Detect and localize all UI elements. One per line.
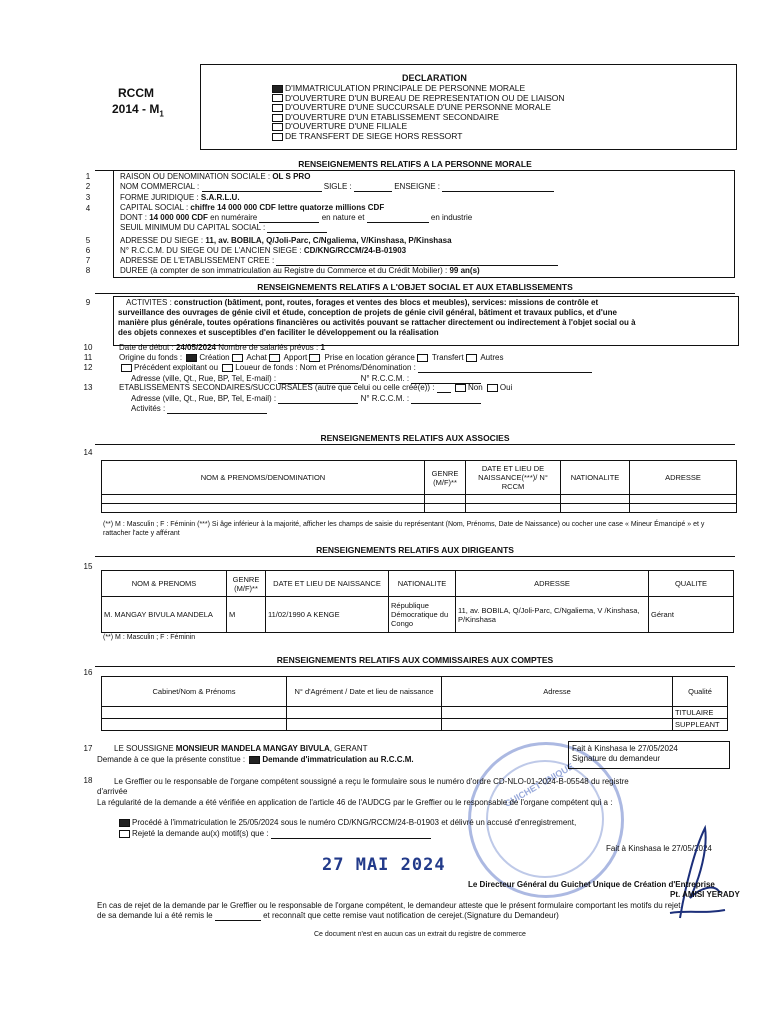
section-personne-morale-title: RENSEIGNEMENTS RELATIFS A LA PERSONNE MORALE — [95, 159, 735, 171]
demande-line — [97, 755, 414, 765]
fait-a-text: Fait à Kinshasa le 27/05/2024 — [572, 744, 678, 753]
column-header: N° d'Agrément / Date et lieu de naissance — [287, 677, 442, 707]
dirigeant-nationalite: République Démocratique du Congo — [389, 597, 456, 633]
blank-line — [167, 413, 267, 414]
section-commissaires-title: RENSEIGNEMENTS RELATIFS AUX COMMISSAIRES AUX COMPTES — [95, 655, 735, 667]
fait-a-text-2: Fait à Kinshasa le 27/05/2024 — [606, 844, 712, 853]
origine-option: Autres — [480, 353, 504, 362]
checkbox-icon[interactable] — [119, 819, 130, 827]
field-label: DONT : — [120, 213, 150, 222]
row-number: 17 — [83, 744, 93, 753]
field-label: LE SOUSSIGNE — [114, 744, 176, 753]
field-label: DUREE (à compter de son immatriculation au Registre du Commerce et du Crédit Mobilier) : — [120, 266, 450, 275]
salaries-value: 1 — [320, 343, 325, 352]
activites-value: construction (bâtiment, pont, routes, forages et ventes des blocs et meubles), services: missions de contrôle et — [174, 298, 599, 307]
checkbox-icon[interactable] — [119, 830, 130, 838]
rejet-remis-label: de sa demande lui a été remis le — [97, 911, 213, 920]
greffier-line3: La régularité de la demande a été vérifiée en application de l'article 46 de l'AUDCG par le Greffier ou le responsable de l'organe compétent qui a : — [97, 798, 613, 807]
field-label: Origine du fonds : — [119, 353, 183, 362]
dirigeant-qualite: Gérant — [649, 597, 734, 633]
checkbox-icon — [272, 133, 283, 141]
form-code — [112, 102, 164, 118]
rccm-siege-field[interactable] — [120, 246, 406, 256]
capital-social-field[interactable] — [120, 203, 384, 213]
option-label: D'IMMATRICULATION PRINCIPALE DE PERSONNE MORALE — [285, 83, 526, 93]
form-code-sub: 1 — [159, 109, 164, 119]
table-cell[interactable] — [630, 504, 737, 513]
row-number: 11 — [83, 353, 93, 362]
duree-value: 99 an(s) — [449, 266, 480, 275]
dirigeant-adresse: 11, av. BOBILA, Q/Joli-Parc, C/Ngaliema, V /Kinshasa, P/Kinshasa — [456, 597, 649, 633]
declaration-options — [270, 84, 565, 142]
column-header: NATIONALITE — [561, 461, 630, 495]
soussigne-value: MONSIEUR MANDELA MANGAY BIVULA — [175, 744, 330, 753]
activites-text — [118, 298, 734, 338]
nature-label: en nature et — [321, 213, 365, 222]
table-cell[interactable] — [102, 719, 287, 731]
column-header: NOM & PRENOMS — [102, 571, 227, 597]
directeur-name: Pt. AMISI YERADY — [670, 890, 740, 899]
checkbox-icon[interactable] — [455, 384, 466, 392]
blank-line — [367, 222, 429, 223]
column-header: NATIONALITE — [389, 571, 456, 597]
associes-table — [101, 460, 737, 513]
dirigeants-note: (**) M : Masculin ; F : Féminin — [103, 634, 196, 641]
checkbox-icon[interactable] — [232, 354, 243, 362]
field-label: Activités : — [131, 404, 166, 413]
row-number: 3 — [85, 193, 91, 202]
checkbox-icon[interactable] — [222, 364, 233, 372]
row-number: 5 — [85, 236, 91, 245]
declaration-title: DECLARATION — [402, 73, 467, 83]
activites-line-1 — [118, 298, 734, 308]
greffier-line1: Le Greffier ou le responsable de l'organe compétent soussigné a reçu le formulaire sous le numéro d'ordre CD-NLO-01-2024-B-05548 du registre — [114, 777, 629, 786]
nrccm-label: N° R.C.C.M. : — [360, 394, 410, 403]
demande-value: Demande d'immatriculation au R.C.C.M. — [262, 755, 414, 764]
blank-line — [271, 838, 431, 839]
blank-line — [354, 191, 392, 192]
field-label: SEUIL MINIMUM DU CAPITAL SOCIAL : — [120, 223, 266, 232]
column-header: Adresse — [442, 677, 673, 707]
blank-line — [411, 403, 481, 404]
table-cell[interactable] — [466, 495, 561, 504]
blank-line — [442, 191, 554, 192]
activites-line-3: manière plus générale, toutes opérations financières ou activités pouvant se rattacher directement ou indirectement à l'objet social ou à — [118, 318, 636, 327]
table-cell[interactable] — [287, 707, 442, 719]
table-cell[interactable] — [561, 495, 630, 504]
precedent-exploitant-field[interactable] — [119, 363, 592, 373]
option-label: DE TRANSFERT DE SIEGE HORS RESSORT — [285, 130, 463, 141]
row-number: 6 — [85, 246, 91, 255]
rejete-text: Rejeté la demande au(x) motif(s) que : — [132, 829, 269, 838]
field-label: Adresse (ville, Qt., Rue, BP, Tel, E-mail) : — [131, 374, 277, 383]
column-header: ADRESSE — [630, 461, 737, 495]
column-header: GENRE (M/F)** — [227, 571, 266, 597]
checkbox-icon[interactable] — [249, 756, 260, 764]
blank-line — [215, 920, 261, 921]
soussigne-line — [114, 744, 368, 754]
activites-line-4: des objets connexes et susceptibles d'en faciliter le développement ou la réalisation — [118, 328, 439, 337]
procede-line — [117, 818, 576, 828]
checkbox-icon — [272, 104, 283, 112]
seuil-field[interactable] — [120, 223, 327, 233]
checkbox-icon — [272, 114, 283, 122]
dont-value: 14 000 000 CDF — [149, 213, 208, 222]
option-label: D'OUVERTURE D'UNE SUCCURSALE D'UNE PERSONNE MORALE — [285, 102, 551, 113]
signature-scribble-icon — [660, 818, 730, 928]
rccm-label: RCCM — [118, 86, 154, 100]
forme-juridique-value: S.A.R.L.U. — [200, 193, 240, 202]
checkbox-icon[interactable] — [121, 364, 132, 372]
column-header: NOM & PRENOMS/DENOMINATION — [102, 461, 425, 495]
raison-sociale-field[interactable] — [120, 172, 310, 182]
row-number: 4 — [85, 204, 91, 213]
non-label: Non — [467, 383, 483, 392]
stamp-text: GUICHET UNIQUE — [502, 761, 576, 809]
rejet-notice-line1: En cas de rejet de la demande par le Greffier ou le responsable de l'organe compétent, le demandeur atteste que le présent formulaire comportant les motifs du rejet — [97, 901, 681, 910]
loueur-label: Loueur de fonds : Nom et Prénoms/Dénomination : — [235, 363, 416, 372]
field-label: Demande à ce que la présente constitue : — [97, 755, 248, 764]
column-header: Qualité — [673, 677, 728, 707]
etab-secondaires-field[interactable] — [119, 383, 512, 393]
gerant-label: , GERANT — [329, 744, 368, 753]
table-row[interactable] — [102, 597, 734, 633]
checkbox-icon[interactable] — [417, 354, 428, 362]
adresse-siege-value: 11, av. BOBILA, Q/Joli-Parc, C/Ngaliema, V/Kinshasa, P/Kinshasa — [205, 236, 452, 245]
field-label: RAISON OU DENOMINATION SOCIALE : — [120, 172, 273, 181]
adresse-etab-field[interactable] — [131, 394, 481, 404]
origine-option: Création — [199, 353, 230, 362]
rejete-line — [117, 829, 431, 839]
blank-line — [278, 403, 358, 404]
origine-option: Achat — [246, 353, 267, 362]
table-cell[interactable] — [102, 707, 287, 719]
origine-option: Transfert — [431, 353, 464, 362]
disclaimer: Ce document n'est en aucun cas un extrait du registre de commerce — [314, 931, 526, 938]
enseigne-label: ENSEIGNE : — [394, 182, 441, 191]
section-dirigeants-title: RENSEIGNEMENTS RELATIFS AUX DIRIGEANTS — [95, 545, 735, 557]
commissaires-table — [101, 676, 728, 731]
sigle-label: SIGLE : — [323, 182, 352, 191]
capital-social-value: chiffre 14 000 000 CDF lettre quatorze millions CDF — [190, 203, 385, 212]
checkbox-icon[interactable] — [487, 384, 498, 392]
column-header: GENRE (M/F)** — [425, 461, 466, 495]
greffier-line2: d'arrivée — [97, 787, 128, 796]
rejet-notice-line2 — [97, 911, 559, 921]
adresse-siege-field[interactable] — [120, 236, 452, 246]
table-cell[interactable] — [630, 495, 737, 504]
raison-sociale-value: OL S PRO — [272, 172, 311, 181]
dirigeants-table — [101, 570, 734, 633]
salaries-label: Nombre de salariés prévus : — [215, 343, 321, 352]
table-cell[interactable] — [466, 504, 561, 513]
blank-line — [437, 392, 451, 393]
column-header: DATE ET LIEU DE NAISSANCE — [266, 571, 389, 597]
row-number: 14 — [83, 448, 93, 457]
table-cell[interactable] — [425, 504, 466, 513]
dirigeant-nom: M. MANGAY BIVULA MANDELA — [102, 597, 227, 633]
option-label: D'OUVERTURE D'UNE FILIALE — [285, 121, 408, 132]
date-debut-value: 24/05/2024 — [175, 343, 216, 352]
date-debut-field[interactable] — [119, 343, 325, 353]
numeraire-label: en numéraire — [207, 213, 258, 222]
section-associes-title: RENSEIGNEMENTS RELATIFS AUX ASSOCIES — [95, 433, 735, 445]
duree-field[interactable] — [120, 266, 480, 276]
oui-label: Oui — [499, 383, 513, 392]
activites2-field[interactable] — [131, 404, 267, 414]
associes-note: (**) M : Masculin ; F : Féminin (***) Si âge inférieur à la majorité, afficher les champs de saisie du représentant (Nom, Prénoms, Date de Naissance) ou cocher une case « Mineur Émancipé » et y rattacher l'acte y afférant — [103, 521, 705, 537]
table-cell[interactable] — [102, 504, 425, 513]
field-label: ADRESSE DE L'ETABLISSEMENT CREE : — [120, 256, 275, 265]
row-number: 16 — [83, 668, 93, 677]
form-code-main: 2014 - M — [112, 102, 160, 116]
origine-option: Apport — [283, 353, 308, 362]
checkbox-icon[interactable] — [186, 354, 197, 362]
column-header: Cabinet/Nom & Prénoms — [102, 677, 287, 707]
forme-juridique-field[interactable] — [120, 193, 240, 203]
procede-text: Procédé à l'immatriculation le 25/05/2024 sous le numéro CD/KNG/RCCM/24-B-01903 et délivré un accusé d'enregistrement, — [132, 818, 577, 827]
suppleant-label: SUPPLEANT — [673, 719, 728, 731]
origine-fonds-field[interactable] — [119, 353, 503, 363]
section-objet-social-title: RENSEIGNEMENTS RELATIFS A L'OBJET SOCIAL ET AUX ETABLISSEMENTS — [95, 282, 735, 294]
activites-line-2: surveillance des ouvrages de génie civil et étude, conception de projets de génie civil général, bâtiment et travaux publics, et d'une — [118, 308, 617, 317]
table-cell[interactable] — [287, 719, 442, 731]
adresse-etablissement-field[interactable] — [120, 256, 558, 266]
dirigeant-naissance: 11/02/1990 A KENGE — [266, 597, 389, 633]
field-label: FORME JURIDIQUE : — [120, 193, 201, 202]
activites-label: ACTIVITES : — [126, 298, 175, 307]
row-number: 9 — [85, 298, 91, 307]
checkbox-icon — [272, 94, 283, 102]
blank-line — [267, 232, 327, 233]
blank-line — [202, 191, 322, 192]
field-label: NOM COMMERCIAL : — [120, 182, 200, 191]
row-number: 1 — [85, 172, 91, 181]
option-label: D'OUVERTURE D'UN BUREAU DE REPRESENTATION OU DE LIAISON — [285, 92, 565, 103]
titulaire-label: TITULAIRE — [673, 707, 728, 719]
column-header: DATE ET LIEU DE NAISSANCE(***)/ N° RCCM — [466, 461, 561, 495]
signature-demandeur-label: Signature du demandeur — [572, 754, 661, 763]
field-label: CAPITAL SOCIAL : — [120, 203, 191, 212]
table-cell[interactable] — [442, 719, 673, 731]
table-cell[interactable] — [561, 504, 630, 513]
field-label: Date de début : — [119, 343, 176, 352]
field-label: Adresse (ville, Qt., Rue, BP, Tel, E-mail) : — [131, 394, 277, 403]
field-label: ADRESSE DU SIEGE : — [120, 236, 206, 245]
origine-option: Prise en location gérance — [324, 353, 415, 362]
row-number: 15 — [83, 562, 93, 571]
capital-dont-field[interactable] — [120, 213, 472, 223]
column-header: ADRESSE — [456, 571, 649, 597]
nrccm-label: N° R.C.C.M. : — [360, 374, 410, 383]
checkbox-icon[interactable] — [466, 354, 477, 362]
row-number: 7 — [85, 256, 91, 265]
table-cell[interactable] — [425, 495, 466, 504]
checkbox-icon — [272, 123, 283, 131]
field-label: ETABLISSEMENTS SECONDAIRES/SUCCURSALES (autre que celui ou celle créé(e)) : — [119, 383, 435, 392]
table-cell[interactable] — [442, 707, 673, 719]
row-number: 10 — [83, 343, 93, 352]
industrie-label: en industrie — [430, 213, 473, 222]
directeur-title: Le Directeur Général du Guichet Unique de Création d'Entreprise — [468, 880, 715, 889]
row-number: 2 — [85, 182, 91, 191]
precedent-label: Précédent exploitant ou — [134, 363, 219, 372]
checkbox-icon[interactable] — [269, 354, 280, 362]
table-cell[interactable] — [102, 495, 425, 504]
row-number: 8 — [85, 266, 91, 275]
column-header: QUALITE — [649, 571, 734, 597]
checkbox-icon[interactable] — [309, 354, 320, 362]
dirigeant-genre: M — [227, 597, 266, 633]
option-transfert[interactable] — [270, 132, 565, 142]
option-label: D'OUVERTURE D'UN ETABLISSEMENT SECONDAIRE — [285, 111, 499, 122]
checkbox-icon — [272, 85, 283, 93]
row-number: 12 — [83, 363, 93, 372]
rejet-reconnait: et reconnaît que cette remise vaut notification de cerejet.(Signature du Demandeur) — [263, 911, 559, 920]
row-number: 13 — [83, 383, 93, 392]
nom-commercial-field[interactable] — [120, 182, 554, 192]
blank-line — [418, 372, 592, 373]
rccm-siege-value: CD/KNG/RCCM/24-B-01903 — [303, 246, 407, 255]
date-stamp: 27 MAI 2024 — [322, 855, 446, 875]
field-label: N° R.C.C.M. DU SIEGE OU DE L'ANCIEN SIEGE : — [120, 246, 304, 255]
row-number: 18 — [83, 776, 93, 785]
